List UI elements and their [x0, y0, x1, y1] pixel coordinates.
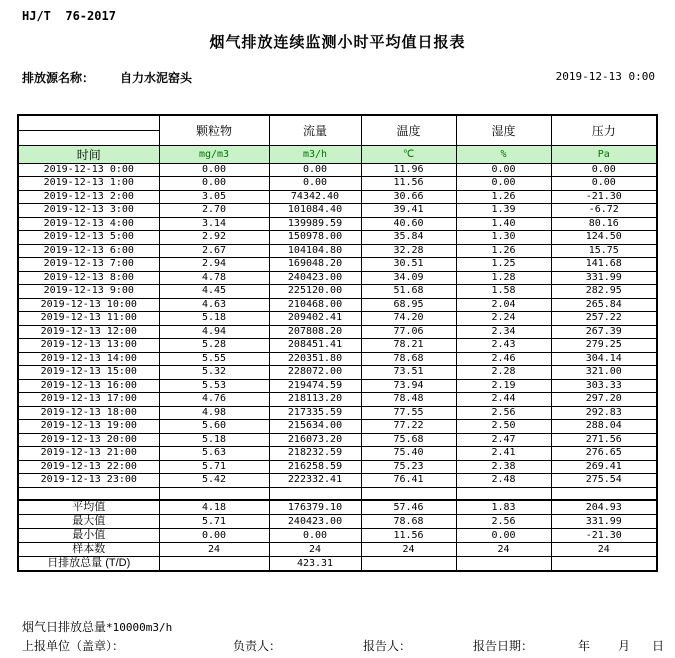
- row-value: 4.78: [159, 271, 269, 285]
- row-value: 1.30: [456, 231, 551, 245]
- row-value: 5.55: [159, 352, 269, 366]
- row-value: 1.26: [456, 190, 551, 204]
- row-value: 208451.41: [269, 339, 361, 353]
- row-time: 2019-12-13 23:00: [18, 474, 159, 488]
- row-time: 2019-12-13 5:00: [18, 231, 159, 245]
- row-value: 4.94: [159, 325, 269, 339]
- row-value: 0.00: [456, 163, 551, 177]
- row-value: 169048.20: [269, 258, 361, 272]
- row-value: 2.56: [456, 406, 551, 420]
- row-value: 2.92: [159, 231, 269, 245]
- row-value: 2.43: [456, 339, 551, 353]
- table-row: [18, 231, 657, 245]
- row-value: 216073.20: [269, 433, 361, 447]
- row-value: 11.56: [361, 177, 456, 191]
- total-emission-note: [22, 618, 172, 635]
- column-header-pressure: 压力: [551, 115, 657, 145]
- row-time: 2019-12-13 8:00: [18, 271, 159, 285]
- row-value: 0.00: [269, 177, 361, 191]
- row-value: 0.00: [551, 177, 657, 191]
- row-value: 275.54: [551, 474, 657, 488]
- row-value: 0.00: [551, 163, 657, 177]
- row-value: 257.22: [551, 312, 657, 326]
- row-value: 4.45: [159, 285, 269, 299]
- row-value: 39.41: [361, 204, 456, 218]
- table-row: [18, 163, 657, 177]
- pollutant-header-row: [18, 115, 657, 145]
- summary-value: 331.99: [551, 515, 657, 529]
- row-value: 2.48: [456, 474, 551, 488]
- summary-row: [18, 500, 657, 515]
- row-value: 77.22: [361, 420, 456, 434]
- row-value: 2.47: [456, 433, 551, 447]
- month-label: 月: [618, 639, 631, 653]
- row-value: 5.32: [159, 366, 269, 380]
- table-row: [18, 258, 657, 272]
- row-value: 101084.40: [269, 204, 361, 218]
- row-value: 2.44: [456, 393, 551, 407]
- row-value: 218113.20: [269, 393, 361, 407]
- row-time: 2019-12-13 19:00: [18, 420, 159, 434]
- row-value: 74.20: [361, 312, 456, 326]
- row-value: 75.23: [361, 460, 456, 474]
- summary-value: 0.00: [159, 529, 269, 543]
- summary-value: 5.71: [159, 515, 269, 529]
- summary-value: 24: [456, 543, 551, 557]
- unit-particulate: mg/m3: [159, 145, 269, 163]
- row-value: 222332.41: [269, 474, 361, 488]
- summary-value: 204.93: [551, 500, 657, 515]
- row-value: 2.70: [159, 204, 269, 218]
- row-value: 2.34: [456, 325, 551, 339]
- summary-value: 1.83: [456, 500, 551, 515]
- summary-row: [18, 515, 657, 529]
- row-value: 271.56: [551, 433, 657, 447]
- column-header-temperature: 温度: [361, 115, 456, 145]
- row-time: 2019-12-13 1:00: [18, 177, 159, 191]
- row-value: 0.00: [269, 163, 361, 177]
- row-value: 11.96: [361, 163, 456, 177]
- row-value: 78.48: [361, 393, 456, 407]
- column-header-flow: 流量: [269, 115, 361, 145]
- row-value: 104104.80: [269, 244, 361, 258]
- summary-value: 24: [159, 543, 269, 557]
- table-row: [18, 447, 657, 461]
- row-value: 5.18: [159, 433, 269, 447]
- summary-label: 样本数: [18, 543, 159, 557]
- row-value: 2.50: [456, 420, 551, 434]
- row-time: 2019-12-13 18:00: [18, 406, 159, 420]
- table-row: [18, 366, 657, 380]
- note-suffix: *10000m3/h: [106, 621, 173, 634]
- row-value: 276.65: [551, 447, 657, 461]
- row-value: 2.67: [159, 244, 269, 258]
- row-value: 269.41: [551, 460, 657, 474]
- page-title: 烟气排放连续监测小时平均值日报表: [209, 34, 466, 51]
- report-date-label: 报告日期：: [473, 639, 534, 653]
- time-column-label: 时间: [18, 145, 159, 163]
- row-value: 2.28: [456, 366, 551, 380]
- row-value: 4.63: [159, 298, 269, 312]
- column-header-particulate: 颗粒物: [159, 115, 269, 145]
- signature-line: [0, 637, 675, 653]
- row-value: 30.51: [361, 258, 456, 272]
- summary-row: [18, 543, 657, 557]
- summary-value: 0.00: [456, 529, 551, 543]
- row-value: 0.00: [159, 177, 269, 191]
- row-value: 150978.00: [269, 231, 361, 245]
- row-time: 2019-12-13 4:00: [18, 217, 159, 231]
- row-value: 218232.59: [269, 447, 361, 461]
- row-value: 279.25: [551, 339, 657, 353]
- summary-value: 24: [269, 543, 361, 557]
- row-value: 5.63: [159, 447, 269, 461]
- row-value: 68.95: [361, 298, 456, 312]
- table-row: [18, 460, 657, 474]
- row-value: 34.09: [361, 271, 456, 285]
- row-value: 228072.00: [269, 366, 361, 380]
- row-value: 220351.80: [269, 352, 361, 366]
- row-value: 4.98: [159, 406, 269, 420]
- row-value: 217335.59: [269, 406, 361, 420]
- row-value: 77.55: [361, 406, 456, 420]
- table-row: [18, 474, 657, 488]
- row-time: 2019-12-13 3:00: [18, 204, 159, 218]
- row-value: 303.33: [551, 379, 657, 393]
- row-value: 5.18: [159, 312, 269, 326]
- summary-value: [361, 557, 456, 572]
- unit-pressure: Pa: [551, 145, 657, 163]
- row-value: 3.05: [159, 190, 269, 204]
- row-value: 5.71: [159, 460, 269, 474]
- source-row: [22, 69, 192, 86]
- row-value: 75.68: [361, 433, 456, 447]
- row-value: 141.68: [551, 258, 657, 272]
- spacer-row: [18, 487, 657, 500]
- row-value: 2.38: [456, 460, 551, 474]
- row-value: 225120.00: [269, 285, 361, 299]
- summary-value: 4.18: [159, 500, 269, 515]
- report-datetime: 2019-12-13 0:00: [555, 70, 655, 83]
- row-value: 35.84: [361, 231, 456, 245]
- row-value: 1.28: [456, 271, 551, 285]
- table-row: [18, 393, 657, 407]
- row-time: 2019-12-13 11:00: [18, 312, 159, 326]
- row-time: 2019-12-13 15:00: [18, 366, 159, 380]
- report-table-wrapper: [17, 114, 658, 572]
- row-value: 210468.00: [269, 298, 361, 312]
- row-value: 216258.59: [269, 460, 361, 474]
- summary-value: [159, 557, 269, 572]
- summary-value: [551, 557, 657, 572]
- row-value: 240423.00: [269, 271, 361, 285]
- table-row: [18, 298, 657, 312]
- table-row: [18, 271, 657, 285]
- source-name-label: 排放源名称：: [22, 71, 95, 85]
- row-time: 2019-12-13 13:00: [18, 339, 159, 353]
- row-time: 2019-12-13 9:00: [18, 285, 159, 299]
- table-row: [18, 339, 657, 353]
- unit-flow: m3/h: [269, 145, 361, 163]
- day-label: 日: [652, 639, 665, 653]
- row-value: 207808.20: [269, 325, 361, 339]
- row-time: 2019-12-13 14:00: [18, 352, 159, 366]
- row-value: 139989.59: [269, 217, 361, 231]
- data-rows: [18, 163, 657, 487]
- row-value: 4.76: [159, 393, 269, 407]
- report-unit-label: 上报单位（盖章）：: [22, 639, 125, 653]
- row-value: 51.68: [361, 285, 456, 299]
- row-value: 73.51: [361, 366, 456, 380]
- header-split-line: [19, 116, 159, 131]
- note-prefix: 烟气日排放总量: [22, 620, 107, 634]
- row-value: 1.25: [456, 258, 551, 272]
- row-value: 215634.00: [269, 420, 361, 434]
- table-row: [18, 325, 657, 339]
- row-value: 40.60: [361, 217, 456, 231]
- summary-value: 176379.10: [269, 500, 361, 515]
- summary-value: 78.68: [361, 515, 456, 529]
- row-value: 76.41: [361, 474, 456, 488]
- summary-label: 最大值: [18, 515, 159, 529]
- row-value: 2.24: [456, 312, 551, 326]
- units-header-row: [18, 145, 657, 163]
- table-row: [18, 285, 657, 299]
- row-value: 2.19: [456, 379, 551, 393]
- row-value: 32.28: [361, 244, 456, 258]
- row-time: 2019-12-13 0:00: [18, 163, 159, 177]
- summary-value: 240423.00: [269, 515, 361, 529]
- row-value: 297.20: [551, 393, 657, 407]
- summary-label: 日排放总量 (T/D): [18, 557, 159, 572]
- summary-row: [18, 529, 657, 543]
- row-time: 2019-12-13 20:00: [18, 433, 159, 447]
- row-time: 2019-12-13 2:00: [18, 190, 159, 204]
- row-time: 2019-12-13 22:00: [18, 460, 159, 474]
- row-value: -21.30: [551, 190, 657, 204]
- row-time: 2019-12-13 16:00: [18, 379, 159, 393]
- row-value: 288.04: [551, 420, 657, 434]
- row-value: 5.53: [159, 379, 269, 393]
- summary-value: 423.31: [269, 557, 361, 572]
- summary-value: [456, 557, 551, 572]
- row-value: 282.95: [551, 285, 657, 299]
- row-time: 2019-12-13 12:00: [18, 325, 159, 339]
- row-value: 15.75: [551, 244, 657, 258]
- unit-temperature: ℃: [361, 145, 456, 163]
- row-time: 2019-12-13 17:00: [18, 393, 159, 407]
- row-value: 74342.40: [269, 190, 361, 204]
- row-value: 292.83: [551, 406, 657, 420]
- row-time: 2019-12-13 10:00: [18, 298, 159, 312]
- summary-rows: [18, 500, 657, 571]
- table-row: [18, 244, 657, 258]
- row-value: 321.00: [551, 366, 657, 380]
- row-value: 1.39: [456, 204, 551, 218]
- summary-value: -21.30: [551, 529, 657, 543]
- row-value: 2.41: [456, 447, 551, 461]
- row-value: 2.46: [456, 352, 551, 366]
- row-value: 209402.41: [269, 312, 361, 326]
- table-row: [18, 379, 657, 393]
- row-value: 80.16: [551, 217, 657, 231]
- source-name-value: 自力水泥窑头: [120, 71, 193, 85]
- report-table: [17, 114, 658, 572]
- row-value: 124.50: [551, 231, 657, 245]
- table-row: [18, 177, 657, 191]
- row-value: 0.00: [456, 177, 551, 191]
- reporter-label: 报告人：: [363, 639, 412, 653]
- unit-humidity: %: [456, 145, 551, 163]
- row-value: 2.04: [456, 298, 551, 312]
- row-value: 5.28: [159, 339, 269, 353]
- row-value: 30.66: [361, 190, 456, 204]
- row-value: 78.68: [361, 352, 456, 366]
- summary-value: 24: [551, 543, 657, 557]
- row-value: 73.94: [361, 379, 456, 393]
- row-value: 1.40: [456, 217, 551, 231]
- row-value: 75.40: [361, 447, 456, 461]
- summary-value: 57.46: [361, 500, 456, 515]
- row-time: 2019-12-13 21:00: [18, 447, 159, 461]
- responsible-person-label: 负责人：: [233, 639, 282, 653]
- summary-label: 平均值: [18, 500, 159, 515]
- row-time: 2019-12-13 6:00: [18, 244, 159, 258]
- row-value: 5.42: [159, 474, 269, 488]
- row-value: 331.99: [551, 271, 657, 285]
- summary-label: 最小值: [18, 529, 159, 543]
- summary-value: 2.56: [456, 515, 551, 529]
- row-value: 78.21: [361, 339, 456, 353]
- row-value: 219474.59: [269, 379, 361, 393]
- row-value: 1.58: [456, 285, 551, 299]
- row-value: 2.94: [159, 258, 269, 272]
- table-row: [18, 217, 657, 231]
- time-header-cell: [18, 115, 159, 145]
- summary-value: 24: [361, 543, 456, 557]
- standard-number: HJ/T 76-2017: [22, 9, 116, 23]
- row-value: 265.84: [551, 298, 657, 312]
- row-value: 304.14: [551, 352, 657, 366]
- table-row: [18, 204, 657, 218]
- summary-value: 11.56: [361, 529, 456, 543]
- row-value: 1.26: [456, 244, 551, 258]
- table-row: [18, 352, 657, 366]
- row-value: 0.00: [159, 163, 269, 177]
- table-row: [18, 312, 657, 326]
- table-row: [18, 420, 657, 434]
- row-value: 3.14: [159, 217, 269, 231]
- column-header-humidity: 湿度: [456, 115, 551, 145]
- year-label: 年: [578, 639, 591, 653]
- summary-value: 0.00: [269, 529, 361, 543]
- row-value: 5.60: [159, 420, 269, 434]
- summary-row: [18, 557, 657, 572]
- table-row: [18, 190, 657, 204]
- row-time: 2019-12-13 7:00: [18, 258, 159, 272]
- row-value: -6.72: [551, 204, 657, 218]
- row-value: 77.06: [361, 325, 456, 339]
- table-row: [18, 406, 657, 420]
- row-value: 267.39: [551, 325, 657, 339]
- table-row: [18, 433, 657, 447]
